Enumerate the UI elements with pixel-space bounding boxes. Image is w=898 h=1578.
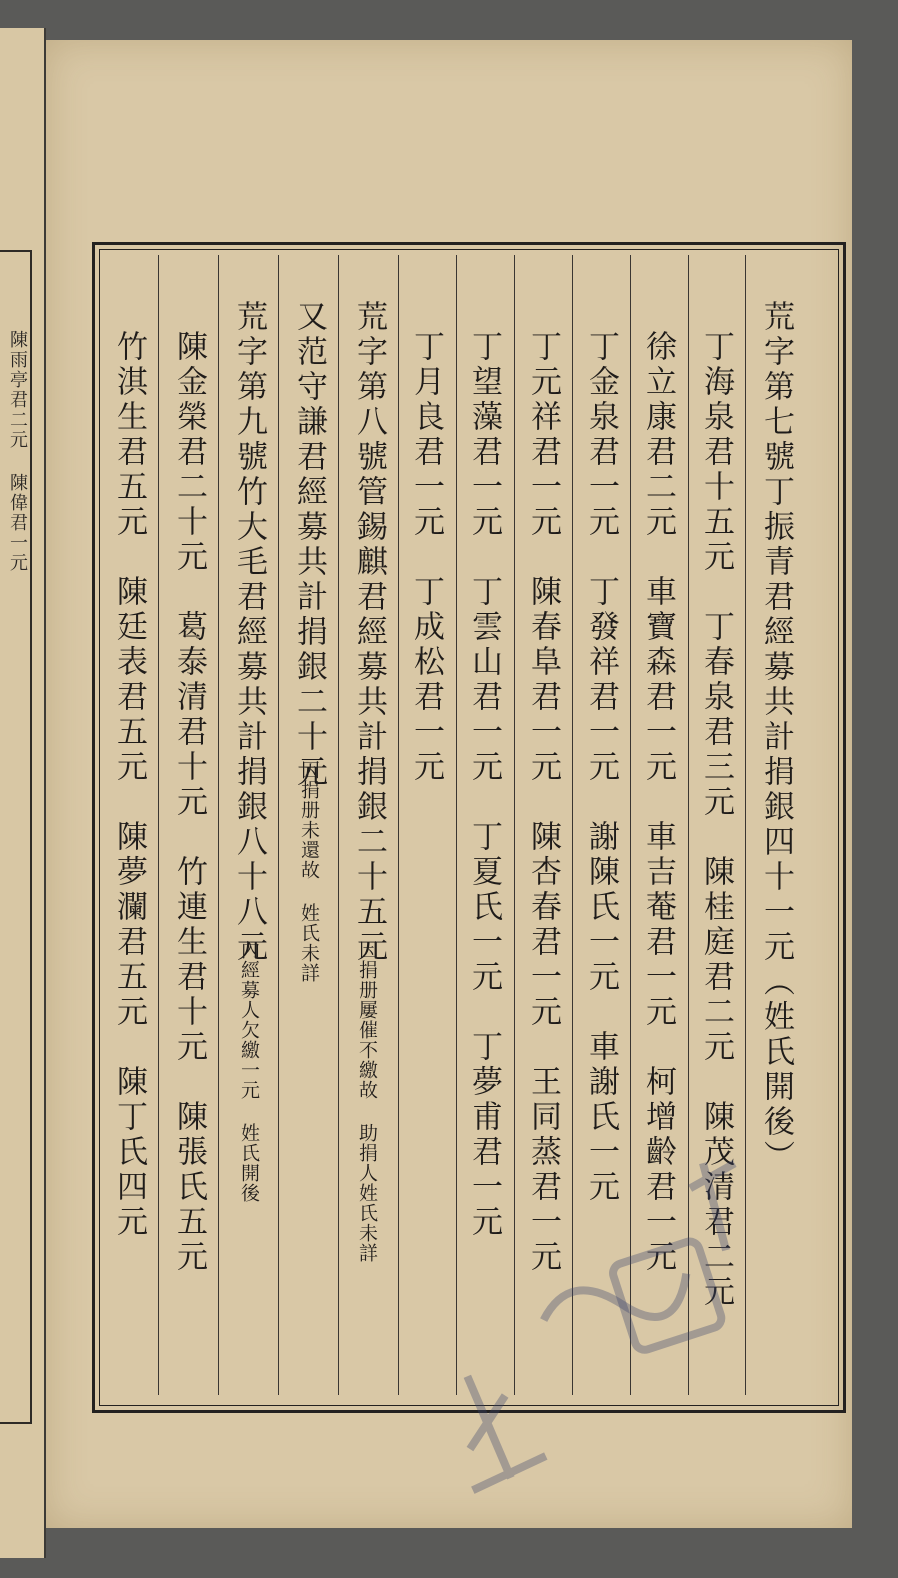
entry-column-1: 荒字第七號丁振青君經募共計捐銀四十一元（姓氏開後） <box>758 300 794 1175</box>
column-rule <box>218 255 219 1395</box>
column-rule <box>398 255 399 1395</box>
entry-column-8: 荒字第八號管錫麒君經募共計捐銀二十五元 <box>351 300 387 965</box>
entry-column-12: 竹淇生君五元 陳廷表君五元 陳夢瀾君五元 陳丁氏四元 <box>111 330 147 1240</box>
entry-note-9: 因捐册未還故 姓氏未詳 <box>298 760 320 983</box>
entry-column-9: 又范守謙君經募共計捐銀二十元 <box>291 300 327 790</box>
entry-note-10: 內經募人欠繳一元 姓氏開後 <box>238 940 260 1203</box>
column-rule <box>278 255 279 1395</box>
column-rule <box>338 255 339 1395</box>
entry-column-2: 丁海泉君十五元 丁春泉君三元 陳桂庭君二元 陳茂清君二元 <box>698 330 734 1310</box>
entry-note-8: 因捐册屢催不繳故 助捐人姓氏未詳 <box>356 940 378 1263</box>
left-page-column-1: 陳雨亭君二元 陳偉君一元 <box>7 330 28 573</box>
column-rule <box>158 255 159 1395</box>
entry-column-3: 徐立康君二元 車寶森君一元 車吉菴君一元 柯增齡君一元 <box>640 330 676 1275</box>
entry-column-11: 陳金榮君二十元 葛泰清君十元 竹連生君十元 陳張氏五元 <box>171 330 207 1275</box>
entry-column-6: 丁望藻君一元 丁雲山君一元 丁夏氏一元 丁夢甫君一元 <box>466 330 502 1240</box>
entry-column-4: 丁金泉君一元 丁發祥君一元 謝陳氏一元 車謝氏一元 <box>583 330 619 1205</box>
entry-column-10: 荒字第九號竹大毛君經募共計捐銀八十八元 <box>231 300 267 965</box>
entry-column-5: 丁元祥君一元 陳春阜君一元 陳杏春君一元 王同蒸君一元 <box>525 330 561 1275</box>
entry-column-7: 丁月良君一元 丁成松君一元 <box>408 330 444 785</box>
